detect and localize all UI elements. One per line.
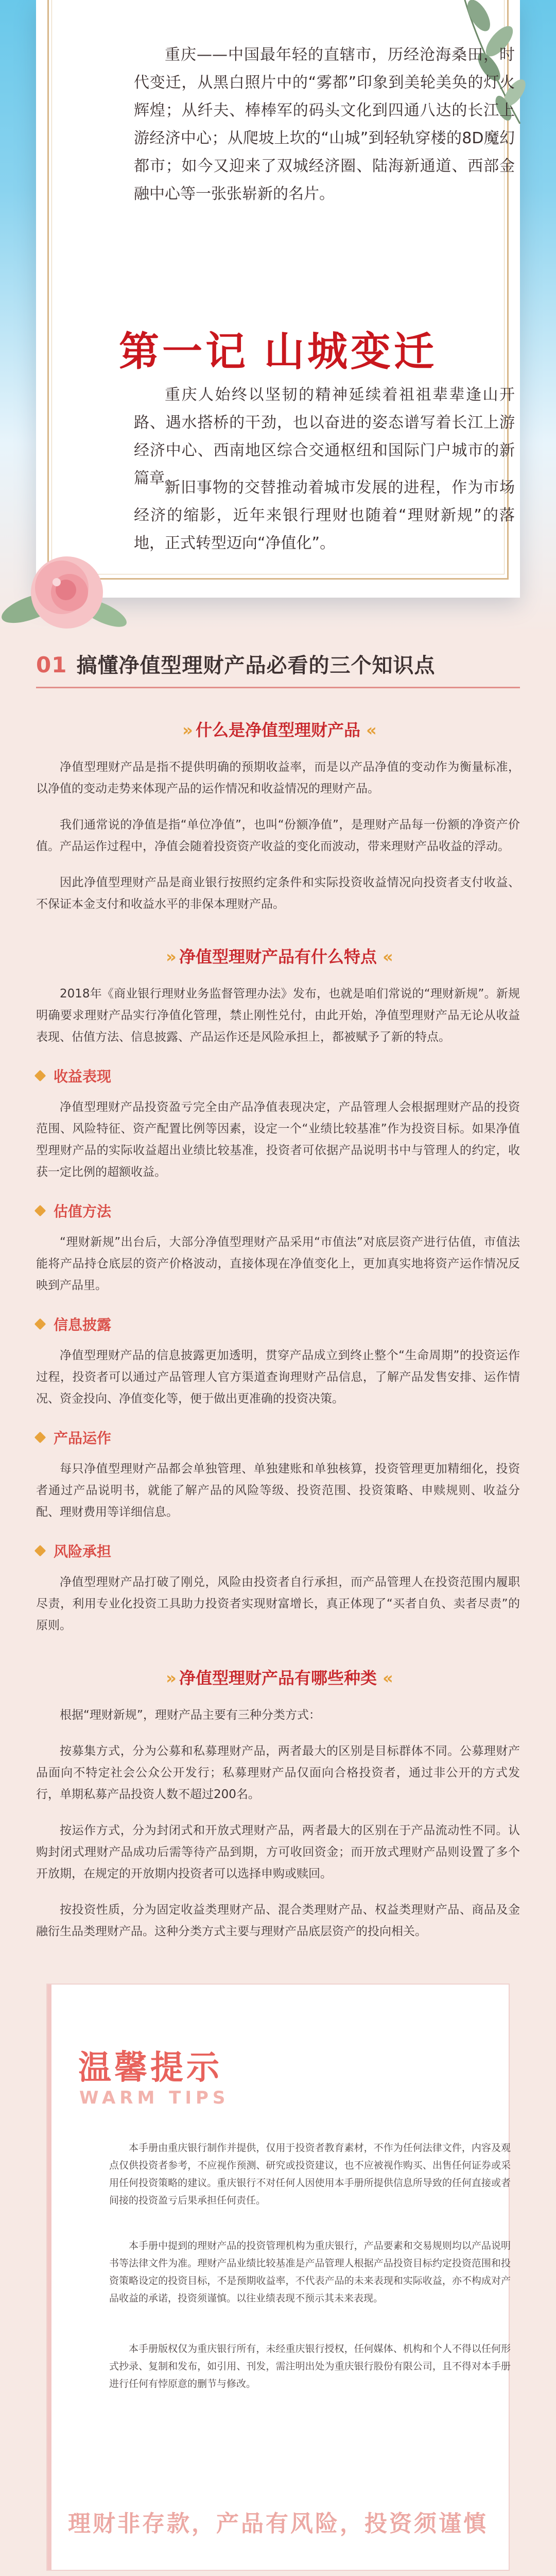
warm-tips-box [46, 1984, 510, 2571]
paragraph: 净值型理财产品的信息披露更加透明，贯穿产品成立到终止整个“生命周期”的投资运作过程，投资者可以通过产品管理人官方渠道查询理财产品信息，了解产品发售安排、运作情况、资金投向、净值变化等，便于做出更准确的投资决策。 [36, 1349, 520, 1405]
chevron-left-icon: « [383, 947, 390, 967]
chapter-title-b: 山城变迁 [264, 328, 438, 375]
subheading-types [0, 1665, 556, 1689]
diamond-bullet-icon [34, 1545, 46, 1557]
subheading-what-is [0, 717, 556, 741]
chapter-title [0, 319, 556, 377]
diamond-bullet-icon [34, 1318, 46, 1330]
subheading-text: 什么是净值型理财产品 [195, 720, 360, 740]
hero-intro-paragraph-2: 重庆人始终以坚韧的精神延续着祖祖辈辈逢山开路、遇水搭桥的干劲，也以奋进的姿态谱写着长江上游经济中心、西南地区综合交通枢纽和国际门户城市的新篇章。 [134, 386, 515, 487]
peony-flower-icon [0, 546, 134, 634]
paragraph: 2018年《商业银行理财业务监督管理办法》发布，也就是咱们常说的“理财新规”。新规明确要求理财产品实行净值化管理，禁止刚性兑付，由此开始，净值型理财产品无论从收益表现、估值方法、信息披露、产品运作还是风险承担上，都被赋予了新的特点。 [36, 987, 520, 1044]
feature-label-operation [36, 1427, 520, 1448]
feature-label-text: 收益表现 [54, 1068, 112, 1085]
diamond-bullet-icon [34, 1432, 46, 1444]
paragraph: 净值型理财产品打破了刚兑，风险由投资者自行承担，而产品管理人在投资范围内履职尽责，利用专业化投资工具助力投资者实现财富增长，真正体现了“买者自负、卖者尽责”的原则。 [36, 1575, 520, 1632]
diamond-bullet-icon [34, 1070, 46, 1082]
hero-banner [0, 0, 556, 634]
paragraph: 按投资性质，分为固定收益类理财产品、混合类理财产品、权益类理财产品、商品及金融衍生品类理财产品。这种分类方式主要与理财产品底层资产的投向相关。 [36, 1903, 520, 1938]
section-title: 搞懂净值型理财产品必看的三个知识点 [76, 654, 436, 677]
section-number: 01 [36, 652, 67, 677]
disclaimer-paragraph-2: 本手册中提到的理财产品的投资管理机构为重庆银行，产品要素和交易规则均以产品说明书等法律文件为准。理财产品业绩比较基准是产品管理人根据产品投资目标约定投资范围和投资策略设定的投资目标，不是预期收益率，不代表产品的未来表现和实际收益，亦不构成对产品收益的承诺，投资须谨慎。以往业绩表现不预示其未来表现。 [109, 2240, 511, 2304]
bottom-spacer [0, 2571, 556, 2576]
chevron-left-icon: « [366, 720, 374, 740]
chevron-left-icon: « [383, 1668, 390, 1688]
subheading-text: 净值型理财产品有哪些种类 [179, 1668, 377, 1688]
warm-tips-title: 温馨提示 [78, 2049, 222, 2087]
feature-label-risk [36, 1540, 520, 1561]
feature-label-text: 信息披露 [54, 1316, 112, 1333]
risk-slogan: 理财非存款，产品有风险，投资须谨慎 [68, 2511, 488, 2537]
disclaimer-paragraph-1: 本手册由重庆银行制作并提供，仅用于投资者教育素材，不作为任何法律文件，内容及观点仅供投资者参考，不应视作预测、研究或投资建议，也不应被视作购买、出售任何证券或采用任何投资策略的建议。重庆银行不对任何人因使用本手册所提供信息所导致的任何直接或者间接的投资盈亏后果承担任何责任。 [109, 2142, 511, 2206]
feature-label-disclosure [36, 1314, 520, 1334]
paragraph: 我们通常说的净值是指“单位净值”，也叫“份额净值”，是理财产品每一份额的净资产价值。产品运作过程中，净值会随着投资资产收益的变化而波动，带来理财产品收益的浮动。 [36, 818, 520, 853]
feature-label-text: 产品运作 [54, 1430, 112, 1447]
paragraph: 净值型理财产品是指不提供明确的预期收益率，而是以产品净值的变动作为衡量标准，以净值的变动走势来体现产品的运作情况和收益情况的理财产品。 [36, 760, 520, 795]
chapter-title-a: 第一记 [118, 328, 249, 375]
warm-tips-subtitle: WARM TIPS [79, 2088, 230, 2108]
subheading-features [0, 944, 556, 968]
paragraph: 每只净值型理财产品都会单独管理、单独建账和单独核算，投资管理更加精细化，投资者通过产品说明书，就能了解产品的风险等级、投资范围、投资策略、申赎规则、收益分配、理财费用等详细信息。 [36, 1462, 520, 1519]
paragraph: 因此净值型理财产品是商业银行按照约定条件和实际投资收益情况向投资者支付收益、不保证本金支付和收益水平的非保本理财产品。 [36, 876, 520, 911]
diamond-bullet-icon [34, 1205, 46, 1217]
feature-label-returns [36, 1065, 520, 1086]
paragraph: 按募集方式，分为公募和私募理财产品，两者最大的区别是目标群体不同。公募理财产品面向不特定社会公众公开发行；私募理财产品仅面向合格投资者，通过非公开的方式发行，单期私募产品投资人数不超过200名。 [36, 1744, 520, 1801]
paragraph: “理财新规”出台后，大部分净值型理财产品采用“市值法”对底层资产进行估值，市值法能将产品持仓底层的资产价格波动，直接体现在净值变化上，更加真实地将资产运作情况反映到产品里。 [36, 1235, 520, 1292]
section-heading [36, 649, 520, 688]
paragraph: 净值型理财产品投资盈亏完全由产品净值表现决定，产品管理人会根据理财产品的投资范围、风险特征、资产配置比例等因素，设定一个“业绩比较基准”作为投资目标。如果净值型理财产品的实际收益超出业绩比较基准，投资者可依据产品说明书中与管理人的约定，收获一定比例的超额收益。 [36, 1100, 520, 1179]
feature-label-text: 风险承担 [54, 1543, 112, 1560]
disclaimer-paragraph-3: 本手册版权仅为重庆银行所有，未经重庆银行授权，任何媒体、机构和个人不得以任何形式抄录、复制和发布，如引用、刊发，需注明出处为重庆银行股份有限公司，且不得对本手册进行任何有悖原意的删节与修改。 [109, 2343, 511, 2389]
feature-label-valuation [36, 1200, 520, 1221]
chevron-right-icon: » [182, 720, 190, 740]
hero-intro-paragraph-3: 新旧事物的交替推动着城市发展的进程，作为市场经济的缩影，近年来银行理财也随着“理财新规”的落地，正式转型迈向“净值化”。 [134, 479, 515, 552]
chevron-right-icon: » [166, 1668, 173, 1688]
paragraph: 根据“理财新规”，理财产品主要有三种分类方式： [60, 1708, 321, 1722]
main-content [0, 649, 556, 2576]
subheading-text: 净值型理财产品有什么特点 [179, 947, 377, 967]
feature-label-text: 估值方法 [54, 1203, 112, 1220]
hero-intro-paragraph-1: 重庆——中国最年轻的直辖市，历经沧海桑田，时代变迁，从黑白照片中的“雾都”印象到美轮美奂的灯火辉煌；从纤夫、棒棒军的码头文化到四通八达的长江上游经济中心；从爬坡上坎的“山城”到轻轨穿楼的8D魔幻都市；如今又迎来了双城经济圈、陆海新通道、西部金融中心等一张张崭新的名片。 [134, 46, 515, 203]
chevron-right-icon: » [166, 947, 173, 967]
paragraph: 按运作方式，分为封闭式和开放式理财产品，两者最大的区别在于产品流动性不同。认购封闭式理财产品成功后需等待产品到期，方可收回资金；而开放式理财产品则设置了多个开放期，在规定的开放期内投资者可以选择申购或赎回。 [36, 1824, 520, 1880]
